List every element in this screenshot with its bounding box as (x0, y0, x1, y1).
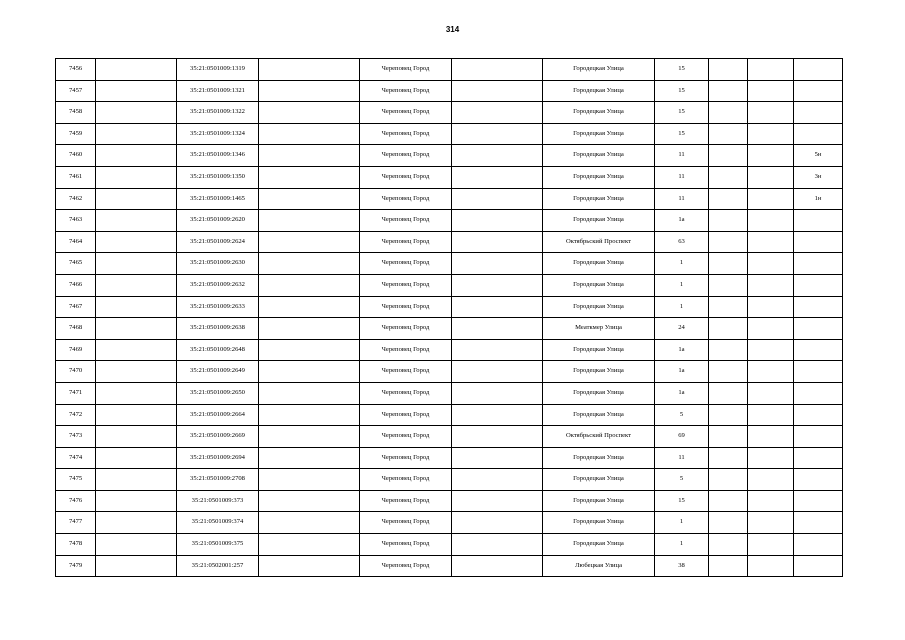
empty-cell (259, 534, 360, 556)
empty-cell (96, 426, 177, 448)
table-row (56, 296, 843, 318)
empty-cell (709, 188, 748, 210)
city-cell: Череповец Город (360, 145, 452, 167)
empty-cell (259, 102, 360, 124)
empty-cell (748, 361, 794, 383)
empty-cell (259, 404, 360, 426)
cadastral-number-cell: 35:21:0502001:257 (177, 555, 259, 577)
cadastral-number-cell: 35:21:0501009:373 (177, 490, 259, 512)
street-cell: Городецкая Улица (543, 469, 655, 491)
empty-cell (452, 210, 543, 232)
empty-cell (452, 361, 543, 383)
street-cell: Городецкая Улица (543, 534, 655, 556)
table-row (56, 123, 843, 145)
empty-cell (259, 361, 360, 383)
street-cell: Городецкая Улица (543, 361, 655, 383)
empty-cell (96, 339, 177, 361)
empty-cell (96, 80, 177, 102)
empty-cell (748, 534, 794, 556)
street-cell: Октябрьский Проспект (543, 231, 655, 253)
empty-cell (96, 296, 177, 318)
empty-cell (709, 426, 748, 448)
empty-cell (709, 59, 748, 81)
empty-cell (748, 59, 794, 81)
empty-cell (452, 447, 543, 469)
cadastral-number-cell: 35:21:0501009:2669 (177, 426, 259, 448)
empty-cell (709, 123, 748, 145)
room-number-cell (794, 318, 843, 340)
empty-cell (96, 382, 177, 404)
city-cell: Череповец Город (360, 188, 452, 210)
street-cell: Любецкая Улица (543, 555, 655, 577)
empty-cell (452, 426, 543, 448)
empty-cell (709, 274, 748, 296)
table-row (56, 382, 843, 404)
street-cell: Городецкая Улица (543, 382, 655, 404)
room-number-cell (794, 231, 843, 253)
table-row (56, 102, 843, 124)
cadastral-number-cell: 35:21:0501009:1322 (177, 102, 259, 124)
table-row (56, 145, 843, 167)
empty-cell (709, 318, 748, 340)
street-cell: Городецкая Улица (543, 123, 655, 145)
room-number-cell (794, 404, 843, 426)
table-row (56, 404, 843, 426)
house-number-cell: 1 (655, 274, 709, 296)
city-cell: Череповец Город (360, 123, 452, 145)
empty-cell (452, 296, 543, 318)
room-number-cell (794, 447, 843, 469)
row-number-cell: 7470 (56, 361, 96, 383)
row-number-cell: 7464 (56, 231, 96, 253)
empty-cell (748, 145, 794, 167)
empty-cell (709, 210, 748, 232)
street-cell: Городецкая Улица (543, 59, 655, 81)
cadastral-number-cell: 35:21:0501009:2664 (177, 404, 259, 426)
city-cell: Череповец Город (360, 296, 452, 318)
row-number-cell: 7462 (56, 188, 96, 210)
street-cell: Городецкая Улица (543, 210, 655, 232)
city-cell: Череповец Город (360, 404, 452, 426)
room-number-cell: 5н (794, 145, 843, 167)
house-number-cell: 1а (655, 382, 709, 404)
cadastral-number-cell: 35:21:0501009:2630 (177, 253, 259, 275)
room-number-cell (794, 80, 843, 102)
empty-cell (259, 382, 360, 404)
empty-cell (259, 253, 360, 275)
empty-cell (452, 59, 543, 81)
cadastral-number-cell: 35:21:0501009:2650 (177, 382, 259, 404)
empty-cell (748, 426, 794, 448)
empty-cell (452, 318, 543, 340)
table-row (56, 80, 843, 102)
row-number-cell: 7469 (56, 339, 96, 361)
row-number-cell: 7459 (56, 123, 96, 145)
row-number-cell: 7472 (56, 404, 96, 426)
house-number-cell: 15 (655, 123, 709, 145)
table-body (56, 59, 843, 577)
city-cell: Череповец Город (360, 59, 452, 81)
row-number-cell: 7458 (56, 102, 96, 124)
room-number-cell (794, 490, 843, 512)
cadastral-number-cell: 35:21:0501009:2649 (177, 361, 259, 383)
house-number-cell: 1 (655, 296, 709, 318)
empty-cell (96, 210, 177, 232)
registry-table (55, 58, 843, 577)
house-number-cell: 15 (655, 490, 709, 512)
house-number-cell: 63 (655, 231, 709, 253)
empty-cell (452, 404, 543, 426)
empty-cell (709, 534, 748, 556)
empty-cell (452, 102, 543, 124)
city-cell: Череповец Город (360, 210, 452, 232)
row-number-cell: 7456 (56, 59, 96, 81)
empty-cell (748, 469, 794, 491)
empty-cell (259, 318, 360, 340)
street-cell: Городецкая Улица (543, 102, 655, 124)
row-number-cell: 7457 (56, 80, 96, 102)
table-row (56, 188, 843, 210)
empty-cell (96, 404, 177, 426)
empty-cell (709, 296, 748, 318)
empty-cell (709, 512, 748, 534)
row-number-cell: 7473 (56, 426, 96, 448)
empty-cell (748, 210, 794, 232)
room-number-cell (794, 123, 843, 145)
empty-cell (452, 123, 543, 145)
city-cell: Череповец Город (360, 253, 452, 275)
house-number-cell: 38 (655, 555, 709, 577)
empty-cell (259, 426, 360, 448)
empty-cell (709, 166, 748, 188)
empty-cell (709, 80, 748, 102)
table-row (56, 318, 843, 340)
empty-cell (748, 339, 794, 361)
table-row (56, 534, 843, 556)
row-number-cell: 7461 (56, 166, 96, 188)
empty-cell (452, 490, 543, 512)
street-cell: Городецкая Улица (543, 339, 655, 361)
empty-cell (259, 469, 360, 491)
row-number-cell: 7460 (56, 145, 96, 167)
table-row (56, 447, 843, 469)
house-number-cell: 5 (655, 404, 709, 426)
street-cell: Городецкая Улица (543, 512, 655, 534)
empty-cell (452, 80, 543, 102)
empty-cell (259, 490, 360, 512)
cadastral-number-cell: 35:21:0501009:2708 (177, 469, 259, 491)
room-number-cell (794, 210, 843, 232)
empty-cell (259, 123, 360, 145)
house-number-cell: 15 (655, 80, 709, 102)
row-number-cell: 7467 (56, 296, 96, 318)
cadastral-number-cell: 35:21:0501009:2648 (177, 339, 259, 361)
empty-cell (748, 166, 794, 188)
empty-cell (709, 490, 748, 512)
city-cell: Череповец Город (360, 382, 452, 404)
empty-cell (259, 231, 360, 253)
street-cell: Городецкая Улица (543, 490, 655, 512)
empty-cell (96, 274, 177, 296)
empty-cell (96, 469, 177, 491)
house-number-cell: 11 (655, 145, 709, 167)
table-row (56, 339, 843, 361)
house-number-cell: 11 (655, 166, 709, 188)
empty-cell (259, 59, 360, 81)
empty-cell (259, 210, 360, 232)
row-number-cell: 7465 (56, 253, 96, 275)
house-number-cell: 15 (655, 102, 709, 124)
empty-cell (259, 339, 360, 361)
empty-cell (452, 339, 543, 361)
empty-cell (96, 534, 177, 556)
empty-cell (452, 469, 543, 491)
room-number-cell (794, 102, 843, 124)
row-number-cell: 7468 (56, 318, 96, 340)
empty-cell (96, 102, 177, 124)
empty-cell (709, 231, 748, 253)
table-row (56, 59, 843, 81)
empty-cell (259, 274, 360, 296)
street-cell: Городецкая Улица (543, 145, 655, 167)
table-row (56, 253, 843, 275)
empty-cell (709, 447, 748, 469)
house-number-cell: 1а (655, 361, 709, 383)
city-cell: Череповец Город (360, 339, 452, 361)
city-cell: Череповец Город (360, 447, 452, 469)
room-number-cell (794, 534, 843, 556)
empty-cell (709, 361, 748, 383)
table-row (56, 274, 843, 296)
table-row (56, 361, 843, 383)
empty-cell (96, 555, 177, 577)
house-number-cell: 1а (655, 339, 709, 361)
city-cell: Череповец Город (360, 274, 452, 296)
row-number-cell: 7466 (56, 274, 96, 296)
room-number-cell (794, 469, 843, 491)
table-row (56, 555, 843, 577)
empty-cell (748, 490, 794, 512)
empty-cell (709, 469, 748, 491)
empty-cell (748, 123, 794, 145)
empty-cell (748, 404, 794, 426)
street-cell: Городецкая Улица (543, 296, 655, 318)
city-cell: Череповец Город (360, 555, 452, 577)
house-number-cell: 1 (655, 534, 709, 556)
empty-cell (96, 166, 177, 188)
street-cell: Городецкая Улица (543, 80, 655, 102)
cadastral-number-cell: 35:21:0501009:1324 (177, 123, 259, 145)
cadastral-number-cell: 35:21:0501009:1319 (177, 59, 259, 81)
empty-cell (748, 382, 794, 404)
empty-cell (748, 274, 794, 296)
house-number-cell: 1 (655, 512, 709, 534)
empty-cell (259, 145, 360, 167)
house-number-cell: 11 (655, 188, 709, 210)
empty-cell (452, 145, 543, 167)
city-cell: Череповец Город (360, 166, 452, 188)
empty-cell (259, 447, 360, 469)
city-cell: Череповец Город (360, 426, 452, 448)
empty-cell (259, 555, 360, 577)
cadastral-number-cell: 35:21:0501009:1346 (177, 145, 259, 167)
street-cell: Городецкая Улица (543, 404, 655, 426)
empty-cell (259, 296, 360, 318)
room-number-cell (794, 361, 843, 383)
city-cell: Череповец Город (360, 231, 452, 253)
empty-cell (452, 166, 543, 188)
room-number-cell (794, 253, 843, 275)
empty-cell (748, 80, 794, 102)
cadastral-number-cell: 35:21:0501009:2624 (177, 231, 259, 253)
room-number-cell (794, 512, 843, 534)
empty-cell (748, 447, 794, 469)
empty-cell (709, 145, 748, 167)
room-number-cell (794, 382, 843, 404)
empty-cell (452, 231, 543, 253)
empty-cell (452, 253, 543, 275)
house-number-cell: 1 (655, 253, 709, 275)
table-row (56, 490, 843, 512)
empty-cell (748, 512, 794, 534)
street-cell: Городецкая Улица (543, 253, 655, 275)
empty-cell (709, 555, 748, 577)
cadastral-number-cell: 35:21:0501009:1465 (177, 188, 259, 210)
row-number-cell: 7475 (56, 469, 96, 491)
empty-cell (709, 253, 748, 275)
empty-cell (96, 512, 177, 534)
cadastral-number-cell: 35:21:0501009:2633 (177, 296, 259, 318)
street-cell: Городецкая Улица (543, 166, 655, 188)
cadastral-number-cell: 35:21:0501009:1321 (177, 80, 259, 102)
table-row (56, 210, 843, 232)
city-cell: Череповец Город (360, 102, 452, 124)
house-number-cell: 69 (655, 426, 709, 448)
empty-cell (709, 102, 748, 124)
room-number-cell: 3н (794, 166, 843, 188)
cadastral-number-cell: 35:21:0501009:374 (177, 512, 259, 534)
row-number-cell: 7474 (56, 447, 96, 469)
empty-cell (748, 555, 794, 577)
street-cell: Городецкая Улица (543, 188, 655, 210)
empty-cell (452, 555, 543, 577)
empty-cell (748, 296, 794, 318)
empty-cell (748, 231, 794, 253)
city-cell: Череповец Город (360, 490, 452, 512)
table-row (56, 231, 843, 253)
empty-cell (96, 188, 177, 210)
cadastral-number-cell: 35:21:0501009:2638 (177, 318, 259, 340)
row-number-cell: 7479 (56, 555, 96, 577)
empty-cell (452, 382, 543, 404)
city-cell: Череповец Город (360, 469, 452, 491)
street-cell: Городецкая Улица (543, 274, 655, 296)
empty-cell (96, 123, 177, 145)
row-number-cell: 7463 (56, 210, 96, 232)
empty-cell (96, 253, 177, 275)
room-number-cell (794, 296, 843, 318)
row-number-cell: 7478 (56, 534, 96, 556)
room-number-cell (794, 274, 843, 296)
house-number-cell: 5 (655, 469, 709, 491)
empty-cell (748, 318, 794, 340)
empty-cell (748, 253, 794, 275)
empty-cell (96, 231, 177, 253)
house-number-cell: 11 (655, 447, 709, 469)
empty-cell (709, 404, 748, 426)
empty-cell (259, 166, 360, 188)
street-cell: Октябрьский Проспект (543, 426, 655, 448)
street-cell: Меаткмер Улица (543, 318, 655, 340)
room-number-cell (794, 426, 843, 448)
empty-cell (709, 382, 748, 404)
empty-cell (96, 490, 177, 512)
empty-cell (96, 318, 177, 340)
empty-cell (452, 274, 543, 296)
empty-cell (259, 80, 360, 102)
empty-cell (748, 188, 794, 210)
row-number-cell: 7476 (56, 490, 96, 512)
cadastral-number-cell: 35:21:0501009:1350 (177, 166, 259, 188)
house-number-cell: 24 (655, 318, 709, 340)
cadastral-number-cell: 35:21:0501009:375 (177, 534, 259, 556)
empty-cell (96, 361, 177, 383)
room-number-cell (794, 555, 843, 577)
row-number-cell: 7477 (56, 512, 96, 534)
room-number-cell (794, 59, 843, 81)
city-cell: Череповец Город (360, 318, 452, 340)
empty-cell (96, 59, 177, 81)
empty-cell (452, 188, 543, 210)
city-cell: Череповец Город (360, 80, 452, 102)
empty-cell (452, 512, 543, 534)
empty-cell (452, 534, 543, 556)
house-number-cell: 15 (655, 59, 709, 81)
cadastral-number-cell: 35:21:0501009:2620 (177, 210, 259, 232)
table-row (56, 166, 843, 188)
empty-cell (748, 102, 794, 124)
empty-cell (709, 339, 748, 361)
table-row (56, 512, 843, 534)
city-cell: Череповец Город (360, 534, 452, 556)
city-cell: Череповец Город (360, 512, 452, 534)
street-cell: Городецкая Улица (543, 447, 655, 469)
house-number-cell: 1а (655, 210, 709, 232)
table-row (56, 426, 843, 448)
row-number-cell: 7471 (56, 382, 96, 404)
page-number: 314 (445, 25, 460, 34)
empty-cell (259, 188, 360, 210)
room-number-cell (794, 339, 843, 361)
empty-cell (96, 145, 177, 167)
table-row (56, 469, 843, 491)
cadastral-number-cell: 35:21:0501009:2694 (177, 447, 259, 469)
room-number-cell: 1н (794, 188, 843, 210)
cadastral-number-cell: 35:21:0501009:2632 (177, 274, 259, 296)
city-cell: Череповец Город (360, 361, 452, 383)
empty-cell (259, 512, 360, 534)
empty-cell (96, 447, 177, 469)
